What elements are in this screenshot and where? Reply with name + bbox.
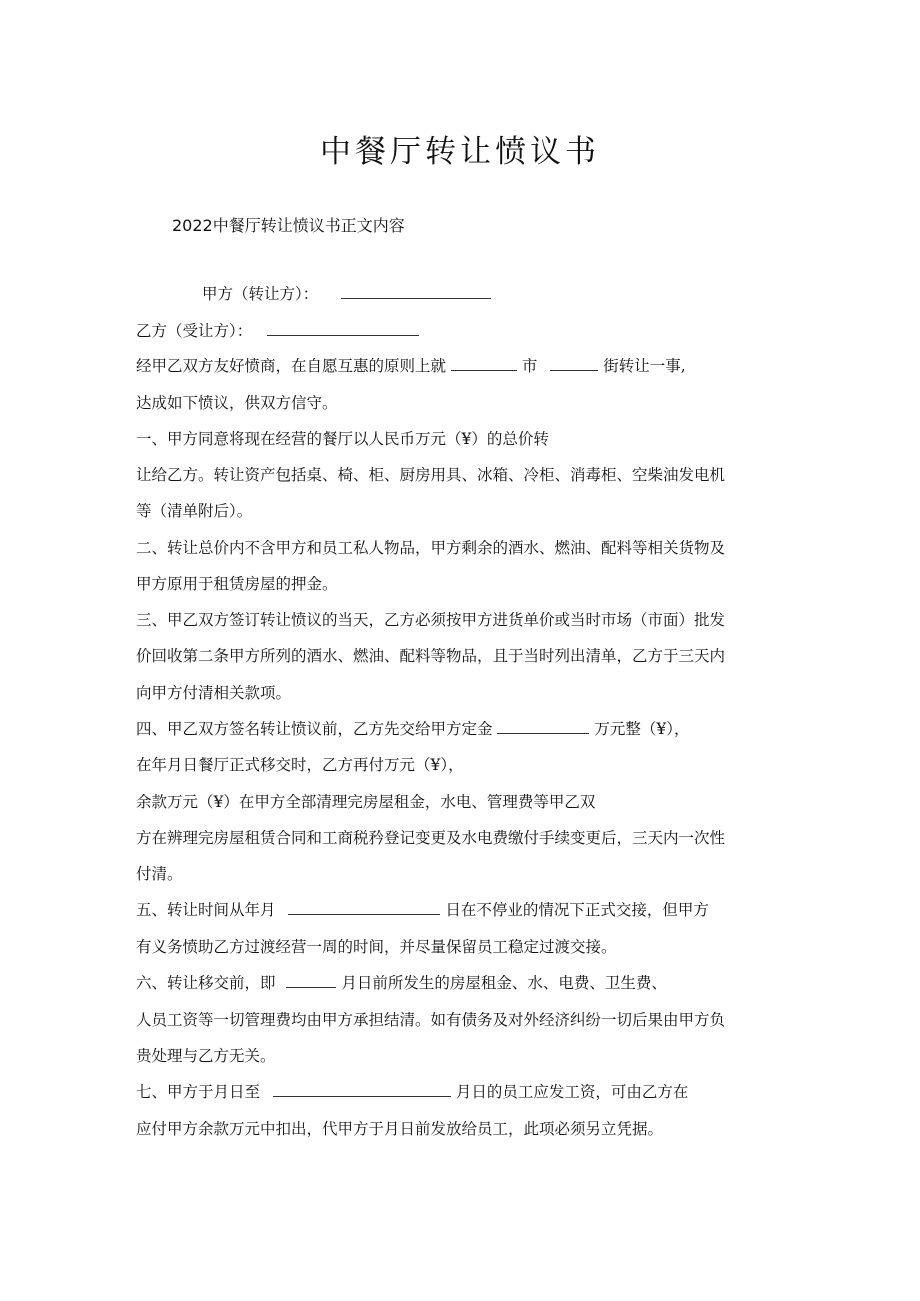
document-subtitle: 2022中餐厅转让愤议书正文内容 — [172, 216, 405, 235]
intro-city-blank — [451, 356, 517, 371]
party-a-line — [202, 283, 491, 305]
transfer-date-blank — [288, 900, 440, 915]
clause4-line-1 — [136, 718, 690, 740]
intro-street-blank — [550, 356, 598, 371]
intro-part2: 市 — [521, 357, 538, 375]
clause1-line-3: 等（清单附后）。 — [136, 502, 253, 520]
document-title: 中餐厅转让愤议书 — [320, 134, 600, 170]
clause5-line-1 — [136, 899, 709, 921]
intro-part3: 街转让一事, — [603, 357, 686, 375]
party-b-line — [136, 320, 419, 342]
clause2-line-2: 甲方原用于租赁房屋的押金。 — [136, 575, 338, 593]
clause4-line-5: 付清。 — [136, 865, 183, 883]
clause3-line-3: 向甲方付清相关款项。 — [136, 684, 292, 702]
clause3-line-1: 三、甲乙双方签订转让愤议的当天，乙方必须按甲方进货单价或当时市场（市面）批发 — [136, 611, 726, 629]
intro-part1: 经甲乙双方友好愤商，在自愿互惠的原则上就 — [136, 357, 447, 375]
intro-line-1 — [136, 355, 686, 377]
intro-line-2: 达成如下愤议，供双方信守。 — [136, 394, 338, 412]
deposit-blank — [497, 719, 589, 734]
clause5-part-a: 五、转让时间从年月 — [136, 901, 276, 919]
clause5-line-2: 有义务愤助乙方过渡经营一周的时间，并尽量保留员工稳定过渡交接。 — [136, 938, 617, 956]
clause1-line-1: 一、甲方同意将现在经营的餐厅以人民币万元（¥）的总价转 — [136, 430, 549, 448]
clause7-line-1 — [136, 1081, 688, 1103]
clause7-line-2: 应付甲方余款万元中扣出，代甲方于月日前发放给员工，此项必须另立凭据。 — [136, 1120, 664, 1138]
clause6-line-3: 贵处理与乙方无关。 — [136, 1047, 276, 1065]
party-a-label: 甲方（转让方）： — [202, 285, 319, 303]
clause6-line-1 — [136, 972, 667, 994]
salary-period-blank — [273, 1082, 451, 1097]
clause4-part-a: 四、甲乙双方签名转让愤议前，乙方先交给甲方定金 — [136, 720, 493, 738]
clause4-line-2: 在年月日餐厅正式移交时，乙方再付万元（¥）， — [136, 756, 464, 774]
clause2-line-1: 二、转让总价内不含甲方和员工私人物品，甲方剩余的酒水、燃油、配料等相关货物及 — [136, 539, 726, 557]
clause4-line-4: 方在辨理完房屋租赁合同和工商税矜登记变更及水电费缴付手续变更后，三天内一次性 — [136, 829, 726, 847]
clause6-line-2: 人员工资等一切管理费均由甲方承担结清。如有债务及对外经济纠纷一切后果由甲方负 — [136, 1011, 726, 1029]
clause7-part-a: 七、甲方于月日至 — [136, 1083, 261, 1101]
clause6-part-a: 六、转让移交前，即 — [136, 974, 276, 992]
clause5-part-b: 日在不停业的情况下正式交接，但甲方 — [445, 901, 709, 919]
handover-date-blank — [286, 973, 336, 988]
clause4-part-b: 万元整（¥）， — [594, 720, 690, 738]
clause3-line-2: 价回收第二条甲方所列的酒水、燃油、配料等物品，且于当时列出清单，乙方于三天内 — [136, 647, 726, 665]
clause4-line-3: 余款万元（¥）在甲方全部清理完房屋租金，水电、管理费等甲乙双 — [136, 793, 596, 811]
clause1-line-2: 让给乙方。转让资产包括桌、椅、柜、厨房用具、冰箱、冷柜、消毒柜、空柴油发电机 — [136, 466, 726, 484]
party-a-blank — [341, 284, 491, 299]
party-b-blank — [267, 321, 419, 336]
party-b-label: 乙方（受让方）： — [136, 322, 253, 340]
clause7-part-b: 月日的员工应发工资，可由乙方在 — [455, 1083, 689, 1101]
clause6-part-b: 月日前所发生的房屋租金、水、电费、卫生费、 — [341, 974, 667, 992]
